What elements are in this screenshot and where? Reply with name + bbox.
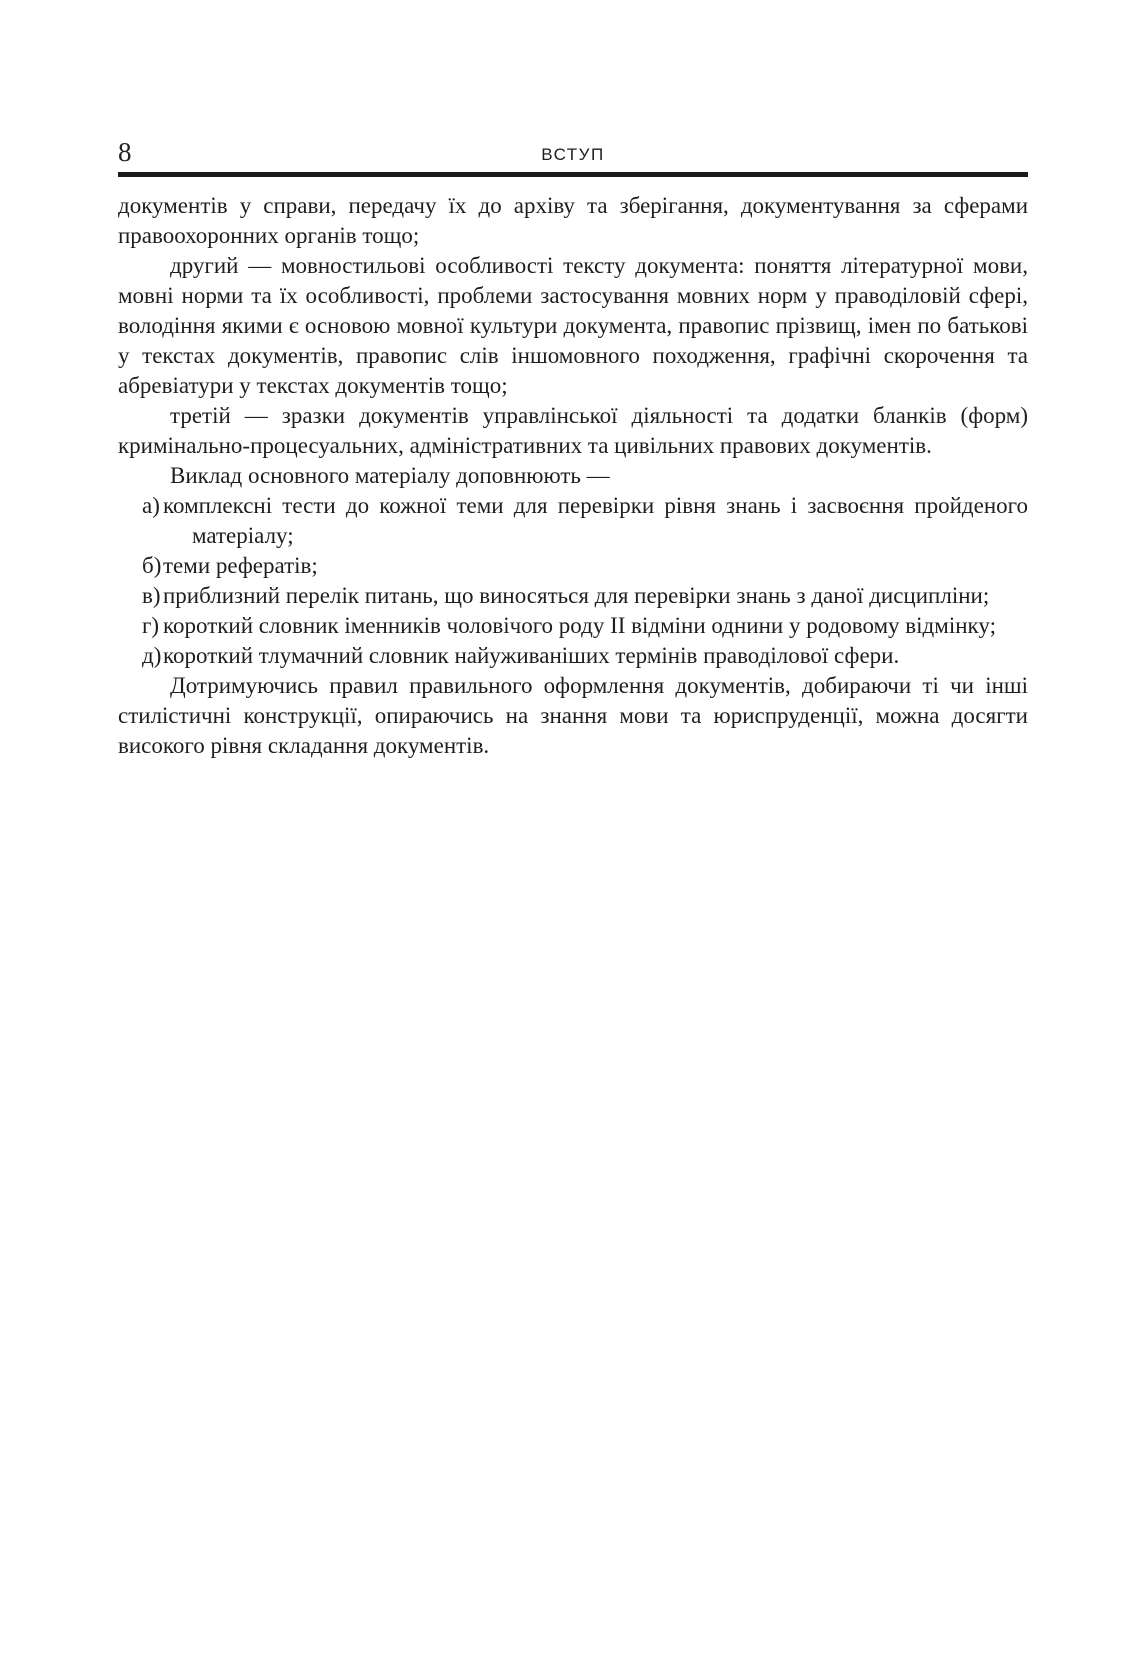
list-item-text: теми рефератів;: [163, 553, 318, 578]
list-item-text: короткий тлумачний словник найуживаніших термінів праводілової сфери.: [163, 643, 900, 668]
paragraph: третій — зразки документів управлінської діяльності та додатки бланків (форм) кримінально-процесуальних, адміністративних та цивільних правових документів.: [118, 403, 1028, 458]
list-item: [142, 581, 1028, 611]
paragraph: Виклад основного матеріалу доповнюють —: [170, 463, 610, 488]
list-item: [142, 611, 1028, 641]
paragraph: другий — мовностильові особливості тексту документа: поняття літературної мови, мовні норми та їх особливості, проблеми застосування мовних норм у праводіловій сфері, володіння якими є основою мовної культури документа, правопис прізвищ, імен по батькові у текстах документів, правопис слів іншомовного походження, графічні скорочення та абревіатури у текстах документів тощо;: [118, 253, 1028, 398]
text-block: [118, 191, 1028, 761]
list-item-text: короткий словник іменників чоловічого роду II відміни однини у родовому відмінку;: [163, 613, 996, 638]
header-rule: [118, 172, 1028, 177]
closing-paragraph: Дотримуючись правил правильного оформлення документів, добираючи ті чи інші стилістичні конструкції, опираючись на знання мови та юриспруденції, можна досягти високого рівня складання документів.: [118, 673, 1028, 758]
list-marker: б): [142, 553, 162, 578]
paragraph: документів у справи, передачу їх до архіву та зберігання, документування за сферами правоохоронних органів тощо;: [118, 193, 1028, 248]
list-marker: а): [142, 493, 160, 518]
list-marker: г): [142, 613, 160, 638]
lettered-list: [118, 491, 1028, 671]
page-number: 8: [118, 137, 132, 167]
list-item: [142, 491, 1028, 551]
list-marker: в): [142, 583, 161, 608]
list-item: [142, 551, 1028, 581]
running-header-title: ВСТУП: [541, 145, 605, 164]
list-item-text: комплексні тести до кожної теми для перевірки рівня знань і засвоєння пройденого матеріалу;: [163, 493, 1028, 548]
list-marker: д): [142, 643, 162, 668]
list-item-text: приблизний перелік питань, що виносяться для перевірки знань з даної дисципліни;: [163, 583, 990, 608]
running-header: [118, 134, 1028, 168]
list-item: [142, 641, 1028, 671]
